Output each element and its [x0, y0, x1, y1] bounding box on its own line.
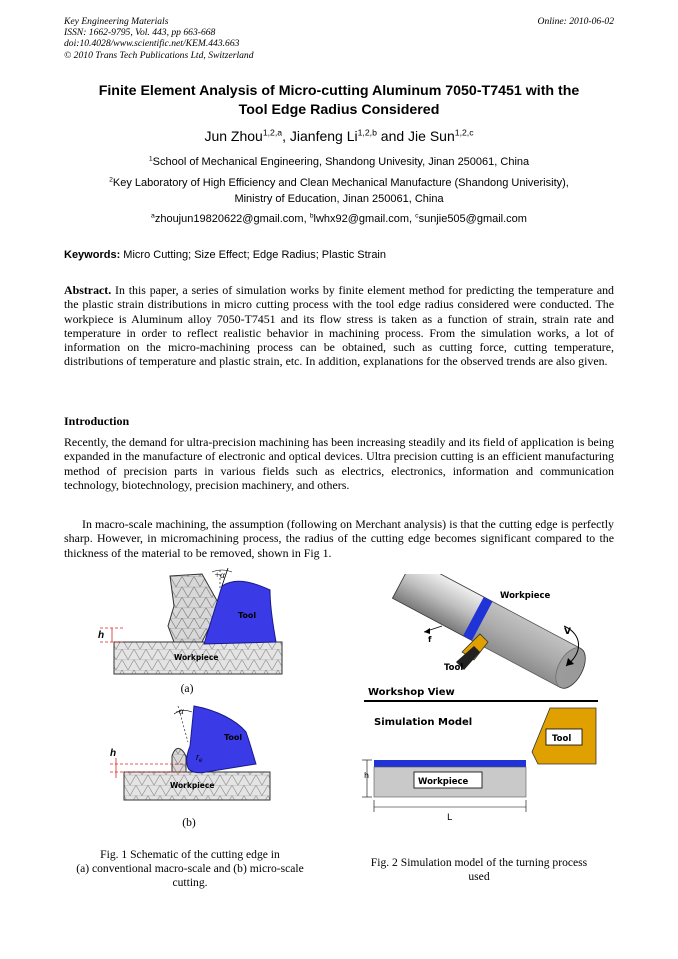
aff-sup: 1	[148, 155, 153, 163]
fig2-sim-chip-layer	[374, 760, 526, 767]
author-name: Jun Zhou	[204, 128, 263, 144]
section-heading-introduction: Introduction	[64, 414, 130, 428]
intro-paragraph-2: In macro-scale machining, the assumption (following on Merchant analysis) is that the cutting edge is perfectly sharp. However, in micromachining process, the radius of the cutting edge becomes significant compared to the thickness of the material to be removed, shown in Fig 1.	[64, 517, 614, 560]
fig1a-workpiece-label: Workpiece	[174, 653, 219, 662]
keywords-text: Micro Cutting; Size Effect; Edge Radius; Plastic Strain	[120, 249, 386, 261]
intro-paragraph-1: Recently, the demand for ultra-precision machining has been increasing steadily and its field of application is being expanded in the manufacture of electronic and optical devices. Ultra precision cutting is an efficient manufacturing method of precision parts in various fields such as electrics, electronics, information and communication technology, biotechnology, precision machinery, and others.	[64, 435, 614, 492]
fig1b-tool-label: Tool	[224, 733, 243, 742]
fig1b-workpiece-label: Workpiece	[170, 781, 215, 790]
fig2-workshop-view-label: Workshop View	[368, 687, 455, 698]
fig2-simulation-model-label: Simulation Model	[374, 717, 473, 728]
fig1a-h-label: h	[98, 630, 105, 641]
fig1-caption-line-3: cutting.	[172, 876, 208, 889]
fig1b-diagram	[106, 702, 278, 808]
abstract	[64, 283, 614, 369]
fig2-tool-label: Tool	[444, 663, 464, 673]
fig1-caption-line-2: (a) conventional macro-scale and (b) micro-scale	[76, 862, 304, 875]
journal-name: Key Engineering Materials	[64, 16, 169, 27]
email-sup: c	[415, 212, 419, 220]
email-sup: a	[151, 212, 155, 220]
author-name: Jianfeng Li	[289, 128, 358, 144]
fig2-caption-line-2: used	[468, 870, 490, 883]
fig1a-label: (a)	[180, 682, 194, 695]
fig2-workpiece-label: Workpiece	[500, 591, 551, 601]
affiliation-2	[30, 176, 648, 207]
fig1a-tool-label: Tool	[238, 611, 257, 620]
fig2-caption-line-1: Fig. 2 Simulation model of the turning process	[370, 856, 588, 869]
online-date: Online: 2010-06-02	[537, 16, 614, 27]
keywords-label: Keywords:	[64, 249, 121, 261]
fig1b-h-label: h	[110, 748, 117, 759]
fig1-caption-line-1: Fig. 1 Schematic of the cutting edge in	[100, 848, 280, 861]
fig2-sim-h-label: h	[364, 771, 370, 780]
email-b: lwhx92@gmail.com,	[313, 213, 416, 225]
author-emails	[30, 212, 648, 228]
fig2-diagram	[352, 574, 618, 836]
author-sep: ,	[282, 128, 290, 144]
fig1b-re-label: $r_e$	[196, 752, 203, 764]
aff-text-line-2: Ministry of Education, Jinan 250061, China	[234, 192, 444, 205]
fig1a-alpha-label: +α	[214, 570, 225, 580]
author-sup: 1,2,c	[454, 127, 474, 138]
author-list	[0, 128, 678, 144]
title-line-1: Finite Element Analysis of Micro-cutting Aluminum 7050-T7451 with the	[98, 83, 580, 99]
journal-header	[64, 16, 254, 61]
abstract-text: In this paper, a series of simulation works by finite element method for predicting the temperature and the plastic strain distributions in micro cutting process with the tool edge radius considered were conducted. The workpiece is Aluminum alloy 7050-T7451 and its flow stress is taken as a function of strain, strain rate and temperature in order to reflect realistic behavior in machining process. From the simulation works, a lot of information on the micro-machining process can be obtained, such as cutting force, cutting temperature, distributions of temperature and plastic strain, etc. In addition, explanations for the observed trends are also given.	[64, 283, 614, 369]
affiliation-1	[30, 155, 648, 171]
aff-text: School of Mechanical Engineering, Shandong Univesity, Jinan 250061, China	[152, 156, 530, 168]
copyright: © 2010 Trans Tech Publications Ltd, Switzerland	[64, 49, 254, 61]
keywords	[64, 249, 386, 261]
author-name: Jie Sun	[408, 128, 455, 144]
issn: ISSN: 1662-9795, Vol. 443, pp 663-668	[64, 27, 216, 39]
email-sup: b	[309, 212, 314, 220]
fig1b-label: (b)	[182, 816, 196, 829]
fig2-sim-workpiece-label: Workpiece	[418, 777, 469, 787]
fig1b-tool-shape	[187, 706, 256, 773]
email-a: zhoujun19820622@gmail.com,	[154, 213, 310, 225]
fig2-workshop-view	[392, 574, 591, 693]
fig2-caption	[344, 856, 614, 884]
fig2-sim-l-label: L	[447, 813, 453, 823]
paper-title	[50, 82, 628, 120]
fig2-sim-tool-label: Tool	[552, 734, 572, 744]
email-c: sunjie505@gmail.com	[418, 213, 527, 225]
author-sup: 1,2,a	[262, 127, 283, 138]
aff-sup: 2	[109, 176, 113, 184]
doi: doi:10.4028/www.scientific.net/KEM.443.663	[64, 38, 240, 50]
fig2-v-label: V	[564, 627, 571, 637]
abstract-label: Abstract.	[64, 283, 112, 297]
author-sup: 1,2,b	[357, 127, 377, 138]
fig1b-chip-shape	[172, 748, 186, 772]
aff-text: Key Laboratory of High Efficiency and Clean Mechanical Manufacture (Shandong Univerisity),	[112, 177, 569, 189]
title-line-2: Tool Edge Radius Considered	[238, 102, 440, 118]
fig2-f-label: f	[428, 635, 432, 644]
author-sep: and	[376, 128, 409, 144]
fig1b-alpha-label: -α	[176, 706, 184, 716]
fig1-caption	[52, 848, 328, 890]
fig1a-diagram	[92, 566, 288, 686]
